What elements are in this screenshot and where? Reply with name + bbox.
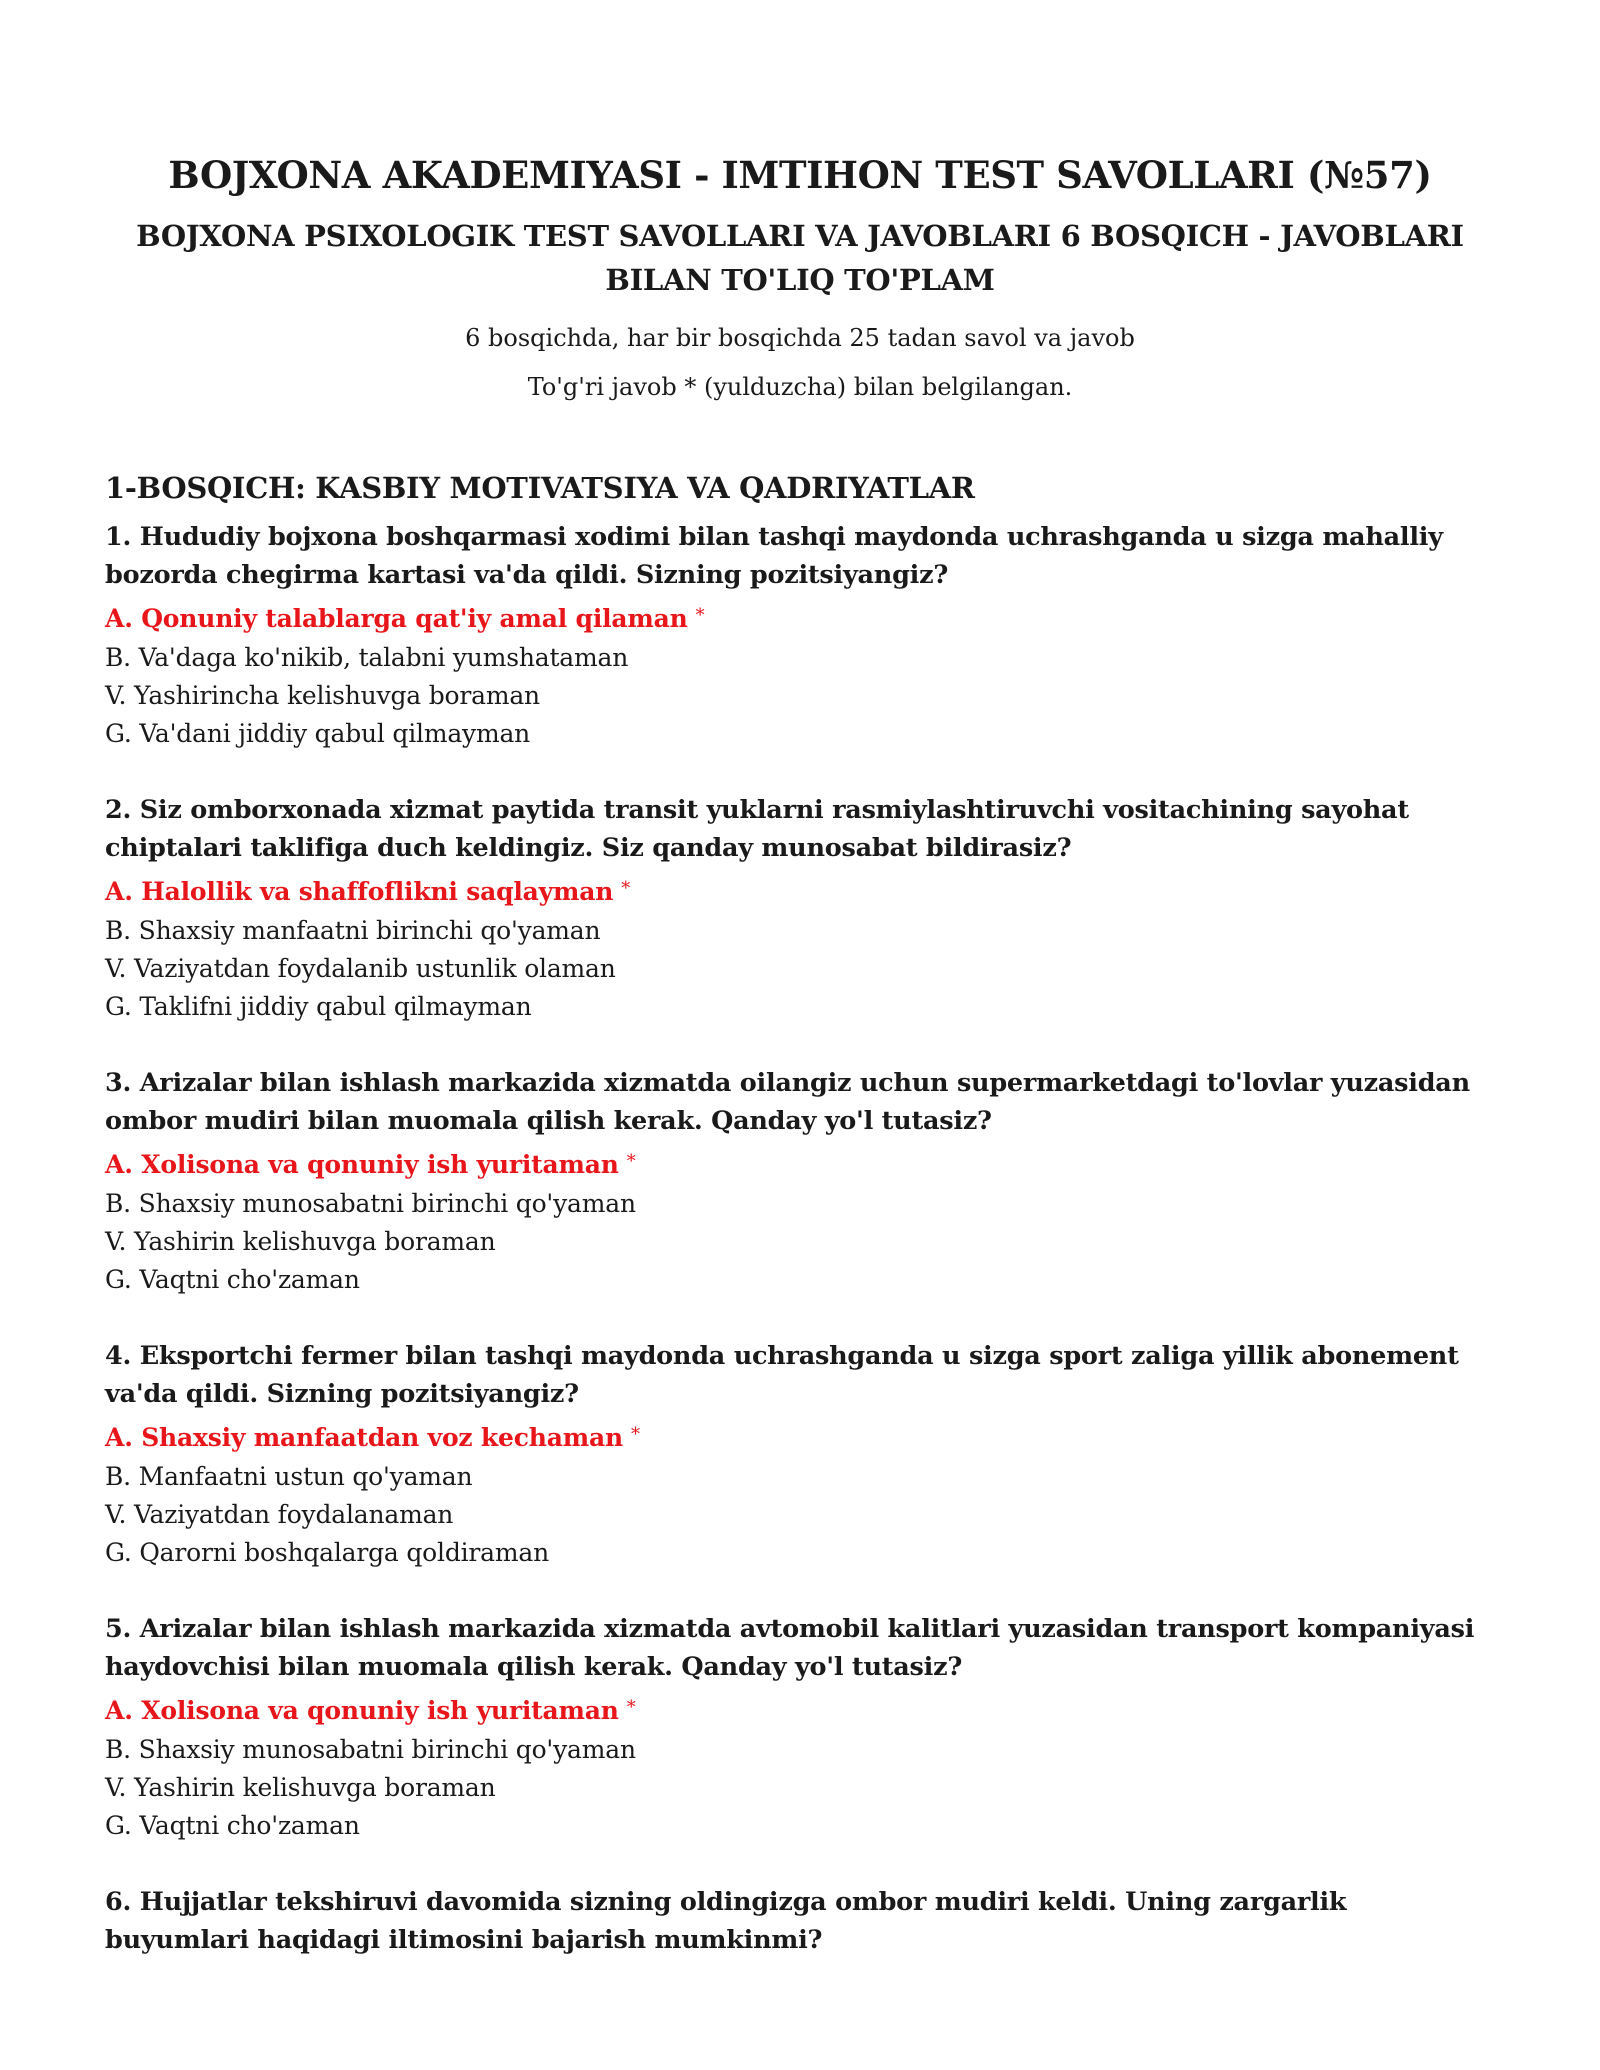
correct-answer	[105, 1688, 1495, 1731]
answer-label: A. Xolisona va qonuniy ish yuritaman	[105, 1696, 619, 1725]
answer-option: V. Yashirin kelishuvga boraman	[105, 1227, 496, 1256]
answer-option: B. Shaxsiy munosabatni birinchi qo'yaman	[105, 1735, 636, 1764]
answer-label: A. Qonuniy talablarga qat'iy amal qilaman	[105, 604, 688, 633]
correct-answer	[105, 1415, 1495, 1458]
answer-label: A. Xolisona va qonuniy ish yuritaman	[105, 1150, 619, 1179]
answer-option: G. Vaqtni cho'zaman	[105, 1811, 360, 1840]
correct-star-marker: *	[630, 1424, 640, 1445]
question-block	[105, 791, 1495, 1026]
correct-star-marker: *	[695, 605, 705, 626]
correct-star-marker: *	[621, 878, 631, 899]
answer-label: A. Halollik va shaffoflikni saqlayman	[105, 877, 614, 906]
answer-option: V. Yashirincha kelishuvga boraman	[105, 681, 540, 710]
question-text: 1. Hududiy bojxona boshqarmasi xodimi bilan tashqi maydonda uchrashganda u sizga mahalliy bozorda chegirma kartasi va'da qildi. Sizning pozitsiyangiz?	[105, 522, 1443, 590]
correct-star-marker: *	[626, 1151, 636, 1172]
question-block	[105, 1337, 1495, 1572]
answer-option: G. Qarorni boshqalarga qoldiraman	[105, 1538, 549, 1567]
question-block	[105, 1064, 1495, 1299]
question-block	[105, 1610, 1495, 1845]
question-text: 2. Siz omborxonada xizmat paytida transit yuklarni rasmiylashtiruvchi vositachining sayohat chiptalari taklifiga duch keldingiz. Siz qanday munosabat bildirasiz?	[105, 795, 1409, 863]
question-text: 3. Arizalar bilan ishlash markazida xizmatda oilangiz uchun supermarketdagi to'lovlar yuzasidan ombor mudiri bilan muomala qilish kerak. Qanday yo'l tutasiz?	[105, 1068, 1470, 1136]
document-title: BOJXONA AKADEMIYASI - IMTIHON TEST SAVOLLARI (№57)	[168, 153, 1432, 197]
correct-answer	[105, 1142, 1495, 1185]
answer-option: B. Manfaatni ustun qo'yaman	[105, 1462, 473, 1491]
answer-option: B. Shaxsiy manfaatni birinchi qo'yaman	[105, 916, 601, 945]
correct-answer	[105, 596, 1495, 639]
section-title: 1-BOSQICH: KASBIY MOTIVATSIYA VA QADRIYATLAR	[105, 471, 975, 505]
answer-label: A. Shaxsiy manfaatdan voz kechaman	[105, 1423, 623, 1452]
answer-option: B. Shaxsiy munosabatni birinchi qo'yaman	[105, 1189, 636, 1218]
answer-option: G. Va'dani jiddiy qabul qilmayman	[105, 719, 531, 748]
intro-line-stages: 6 bosqichda, har bir bosqichda 25 tadan savol va javob	[465, 324, 1135, 352]
intro-line-marker-note: To'g'ri javob * (yulduzcha) bilan belgilangan.	[527, 373, 1073, 401]
answer-option: V. Vaziyatdan foydalanaman	[105, 1500, 454, 1529]
correct-answer	[105, 869, 1495, 912]
answer-option: B. Va'daga ko'nikib, talabni yumshataman	[105, 643, 629, 672]
question-text: 4. Eksportchi fermer bilan tashqi maydonda uchrashganda u sizga sport zaliga yillik abonement va'da qildi. Sizning pozitsiyangiz?	[105, 1341, 1459, 1409]
question-text: 6. Hujjatlar tekshiruvi davomida sizning oldingizga ombor mudiri keldi. Uning zargarlik buyumlari haqidagi iltimosini bajarish mumkinmi?	[105, 1887, 1347, 1955]
question-block	[105, 518, 1495, 753]
question-block	[105, 1883, 1495, 1959]
answer-option: V. Vaziyatdan foydalanib ustunlik olaman	[105, 954, 616, 983]
question-text: 5. Arizalar bilan ishlash markazida xizmatda avtomobil kalitlari yuzasidan transport kompaniyasi haydovchisi bilan muomala qilish kerak. Qanday yo'l tutasiz?	[105, 1614, 1475, 1682]
document-subtitle: BOJXONA PSIXOLOGIK TEST SAVOLLARI VA JAVOBLARI 6 BOSQICH - JAVOBLARI BILAN TO'LIQ TO'PLAM	[136, 219, 1464, 297]
answer-option: V. Yashirin kelishuvga boraman	[105, 1773, 496, 1802]
correct-star-marker: *	[626, 1697, 636, 1718]
answer-option: G. Vaqtni cho'zaman	[105, 1265, 360, 1294]
answer-option: G. Taklifni jiddiy qabul qilmayman	[105, 992, 532, 1021]
